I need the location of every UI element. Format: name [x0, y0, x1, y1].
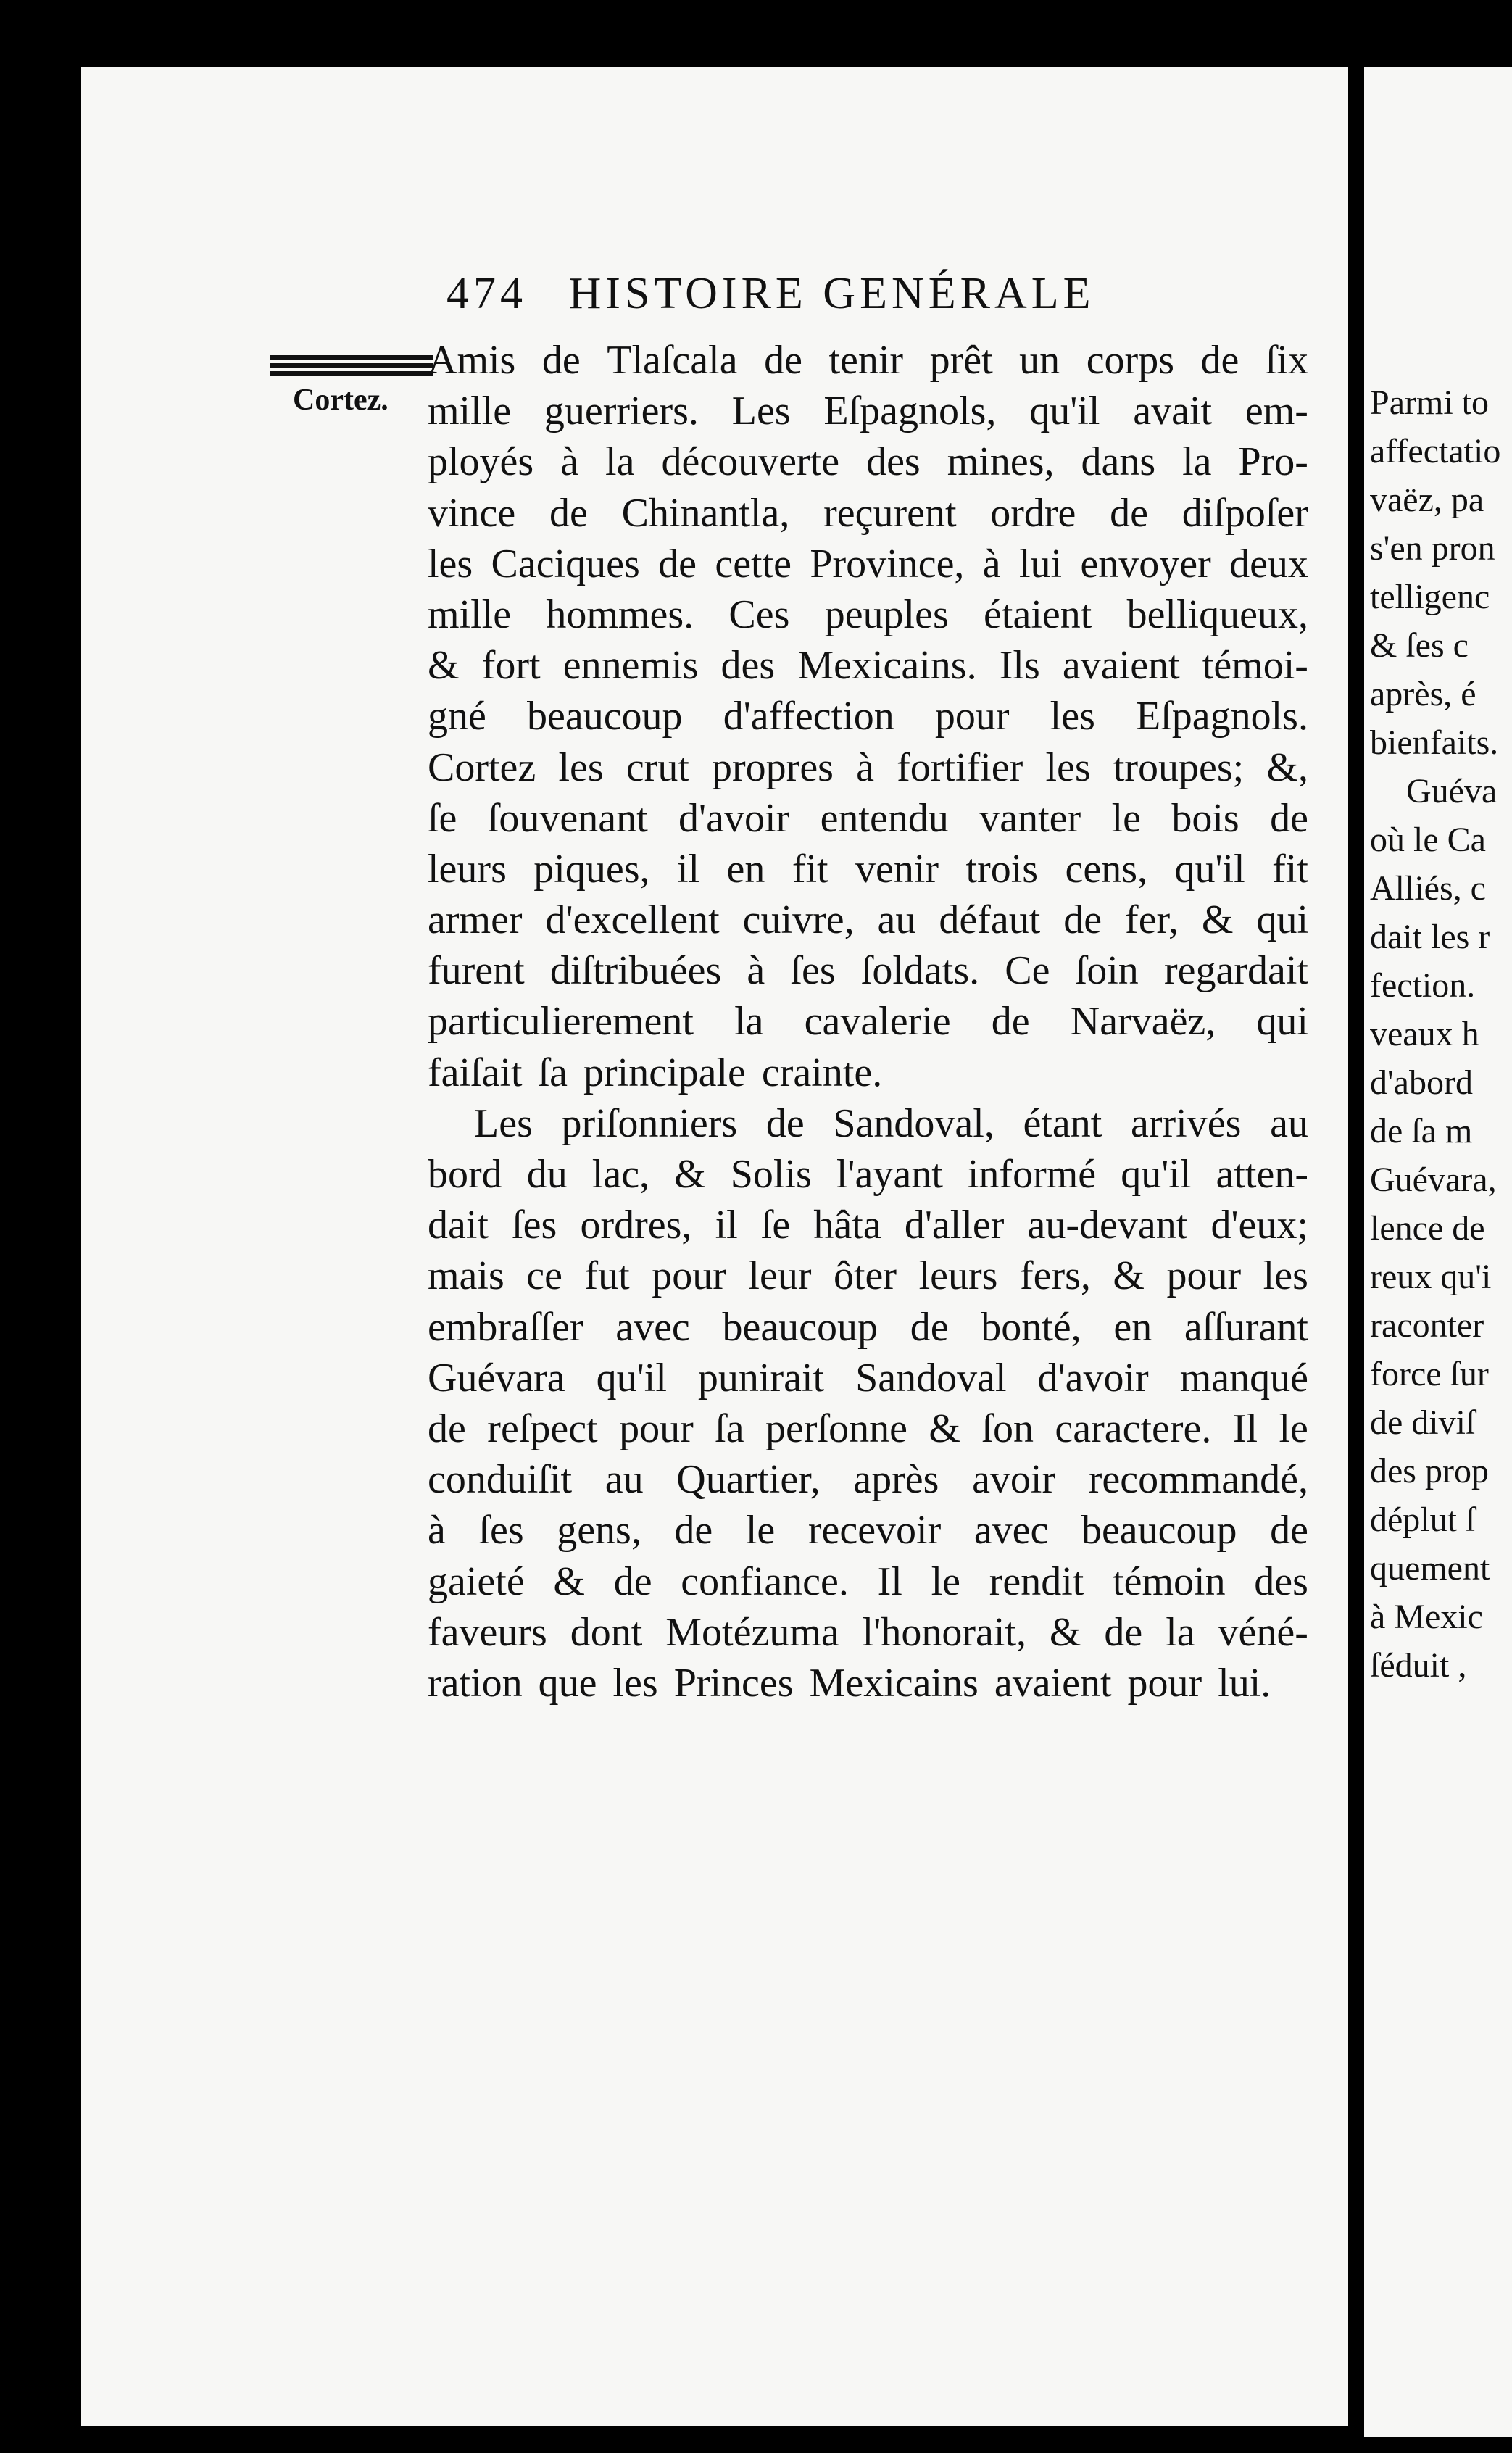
text-line: Guévara, [1370, 1161, 1497, 1199]
text-line: furent diſtribuées à ſes ſoldats. Ce ſoin regardait [428, 948, 1308, 994]
text-line: Cortez les crut propres à fortifier les troupes; &, [428, 744, 1308, 790]
text-line: d'abord [1370, 1063, 1473, 1102]
page-number: 474 [446, 269, 527, 318]
text-line: où le Ca [1370, 821, 1486, 859]
text-line: de reſpect pour ſa perſonne & ſon caractere. Il le [428, 1406, 1308, 1451]
text-line: dait ſes ordres, il ſe hâta d'aller au-devant d'eux; [428, 1203, 1308, 1248]
text-line: vaëz, pa [1370, 481, 1484, 519]
text-line: Guévara qu'il punirait Sandoval d'avoir manqué [428, 1355, 1308, 1400]
text-line: & fort ennemis des Mexicains. Ils avaient témoi- [428, 643, 1308, 689]
text-line: gné beaucoup d'affection pour les Eſpagnols. [428, 694, 1308, 739]
text-line: raconter [1370, 1306, 1484, 1345]
text-line: leurs piques, il en fit venir trois cens, qu'il fit [428, 846, 1308, 892]
margin-note: Cortez. [293, 383, 389, 417]
text-line: mille hommes. Ces peuples étaient belliqueux, [428, 592, 1308, 637]
text-line: des prop [1370, 1452, 1489, 1490]
text-line: ployés à la découverte des mines, dans la Pro- [428, 439, 1308, 485]
text-line: Les priſonniers de Sandoval, étant arrivés au [474, 1100, 1308, 1146]
text-line: armer d'excellent cuivre, au défaut de fer, & qui [428, 897, 1308, 943]
text-line: conduiſit au Quartier, après avoir recommandé, [428, 1457, 1308, 1503]
text-line: lence de [1370, 1209, 1485, 1248]
page-body-text [428, 335, 1308, 1709]
text-line: ſéduit , [1370, 1646, 1467, 1685]
text-line: affectatio [1370, 432, 1501, 470]
right-page-text-fragment [1370, 378, 1512, 1690]
text-line: force ſur [1370, 1355, 1489, 1393]
running-title: HISTOIRE GENÉRALE [568, 269, 1095, 318]
text-line: à Mexic [1370, 1598, 1483, 1636]
text-line: veaux h [1370, 1015, 1479, 1053]
text-line: quement [1370, 1549, 1490, 1587]
page-header [446, 268, 1266, 319]
text-line: faiſait ſa principale crainte. [428, 1050, 883, 1095]
text-line: bord du lac, & Solis l'ayant informé qu'il atten- [428, 1152, 1308, 1197]
text-line: ration que les Princes Mexicains avaient pour lui. [428, 1660, 1271, 1706]
text-line: après, é [1370, 675, 1476, 713]
text-line: Guéva [1406, 772, 1498, 810]
text-line: Alliés, c [1370, 869, 1486, 908]
text-line: à ſes gens, de le recevoir avec beaucoup de [428, 1508, 1308, 1553]
text-line: Amis de Tlaſcala de tenir prêt un corps de ſix [428, 338, 1308, 383]
text-line: telligenc [1370, 578, 1490, 616]
text-line: embraſſer avec beaucoup de bonté, en aſſurant [428, 1304, 1308, 1350]
text-line: déplut ſ [1370, 1501, 1476, 1539]
text-line: de diviſ [1370, 1403, 1476, 1442]
text-line: Parmi to [1370, 383, 1489, 422]
text-line: ſe ſouvenant d'avoir entendu vanter le bois de [428, 795, 1308, 841]
text-line: vince de Chinantla, reçurent ordre de diſpoſer [428, 490, 1308, 536]
text-line: mille guerriers. Les Eſpagnols, qu'il avait em- [428, 389, 1308, 434]
text-line: & ſes c [1370, 626, 1469, 665]
text-line: les Caciques de cette Province, à lui envoyer deux [428, 541, 1308, 586]
text-line: dait les r [1370, 918, 1490, 956]
text-line: fection. [1370, 966, 1476, 1005]
text-line: s'en pron [1370, 529, 1495, 568]
text-line: bienfaits. [1370, 723, 1499, 762]
text-line: faveurs dont Motézuma l'honorait, & de la véné- [428, 1609, 1308, 1655]
text-line: gaieté & de confiance. Il le rendit témoin des [428, 1558, 1308, 1604]
text-line: de ſa m [1370, 1112, 1473, 1150]
text-line: reux qu'i [1370, 1258, 1492, 1296]
text-line: mais ce fut pour leur ôter leurs fers, & pour les [428, 1253, 1308, 1299]
margin-rule-ornament [270, 355, 433, 360]
text-line: particulierement la cavalerie de Narvaëz, qui [428, 999, 1308, 1045]
